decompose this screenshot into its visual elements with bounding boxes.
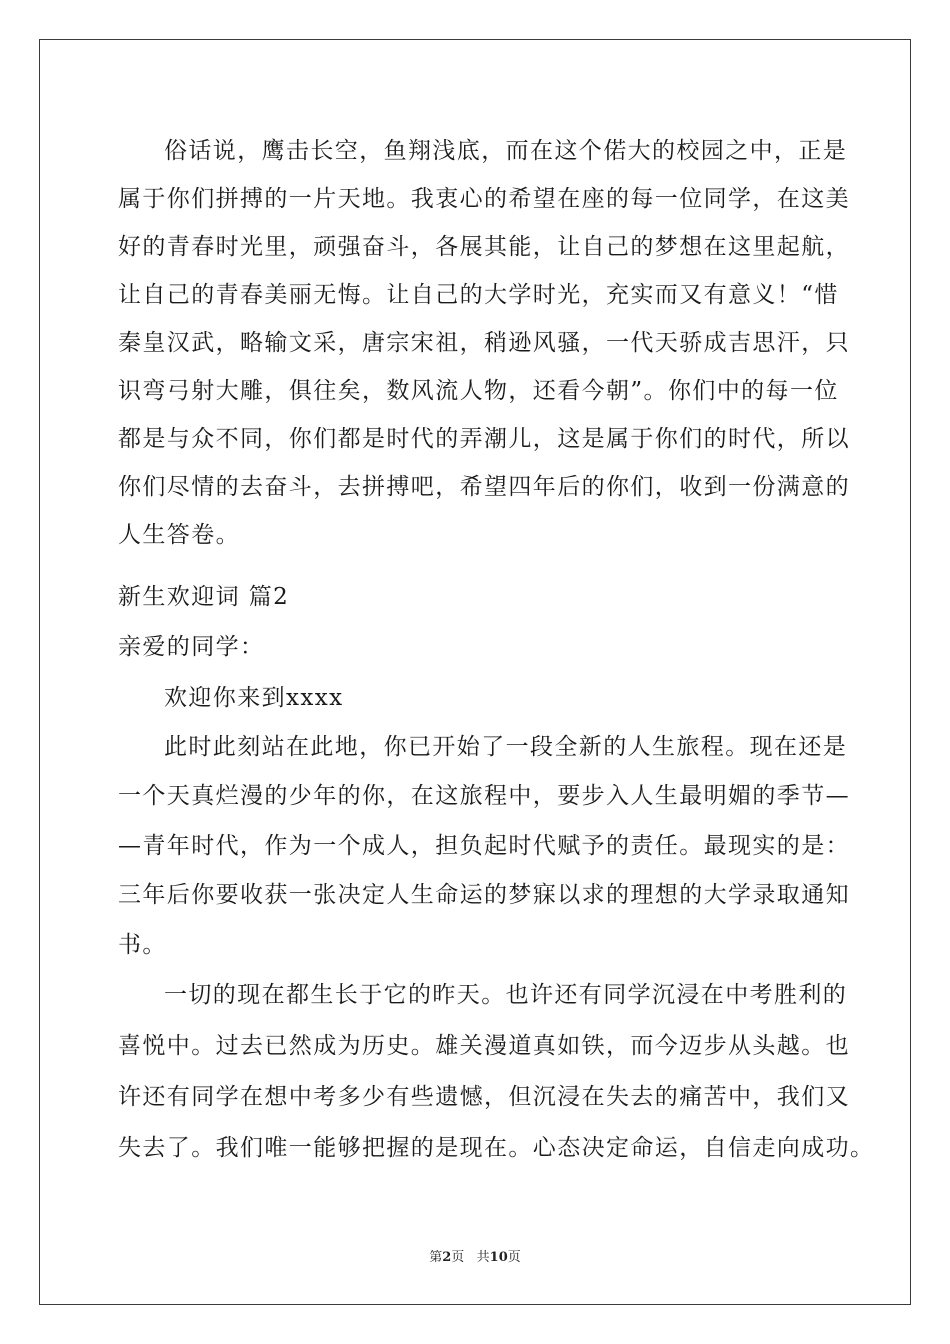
paragraph-line: 好的青春时光里，顽强奋斗，各展其能，让自己的梦想在这里起航， [118, 234, 850, 260]
paragraph-line: 许还有同学在想中考多少有些遗憾，但沉浸在失去的痛苦中，我们又 [118, 1084, 850, 1110]
paragraph-line: 欢迎你来到xxxx [164, 685, 344, 711]
paragraph-line: 一切的现在都生长于它的昨天。也许还有同学沉浸在中考胜利的 [164, 982, 848, 1008]
paragraph-line: 你们尽情的去奋斗，去拼搏吧，希望四年后的你们，收到一份满意的 [118, 474, 850, 500]
paragraph-line: 识弯弓射大雕，俱往矣，数风流人物，还看今朝”。你们中的每一位 [118, 378, 839, 404]
section-heading: 新生欢迎词 篇2 [118, 584, 290, 610]
page-border [39, 39, 911, 1305]
paragraph-line: 书。 [118, 932, 167, 958]
paragraph-line: 都是与众不同，你们都是时代的弄潮儿，这是属于你们的时代，所以 [118, 426, 850, 452]
salutation: 亲爱的同学： [118, 634, 265, 660]
current-page-number: 2 [442, 1250, 452, 1265]
paragraph-line: 此时此刻站在此地，你已开始了一段全新的人生旅程。现在还是 [164, 734, 848, 760]
paragraph-line: 喜悦中。过去已然成为历史。雄关漫道真如铁，而今迈步从头越。也 [118, 1033, 850, 1059]
footer-suffix: 页 [507, 1250, 521, 1265]
paragraph-line: 三年后你要收获一张决定人生命运的梦寐以求的理想的大学录取通知 [118, 882, 850, 908]
paragraph-line: 一个天真烂漫的少年的你，在这旅程中，要步入人生最明媚的季节— [118, 783, 850, 809]
paragraph-line: 人生答卷。 [118, 522, 240, 548]
paragraph-line: 让自己的青春美丽无悔。让自己的大学时光，充实而又有意义！“惜 [118, 282, 839, 308]
page-footer [0, 1246, 950, 1265]
paragraph-line: —青年时代，作为一个成人，担负起时代赋予的责任。最现实的是： [118, 833, 850, 859]
paragraph-line: 秦皇汉武，略输文采，唐宗宋祖，稍逊风骚，一代天骄成吉思汗，只 [118, 330, 850, 356]
footer-prefix: 第 [429, 1250, 443, 1265]
paragraph-line: 属于你们拼搏的一片天地。我衷心的希望在座的每一位同学，在这美 [118, 186, 850, 212]
paragraph-line: 俗话说，鹰击长空，鱼翔浅底，而在这个偌大的校园之中，正是 [164, 138, 848, 164]
total-pages-number: 10 [489, 1250, 508, 1265]
paragraph-line: 失去了。我们唯一能够把握的是现在。心态决定命运，自信走向成功。 [118, 1135, 875, 1161]
footer-middle: 页 共 [451, 1250, 490, 1265]
